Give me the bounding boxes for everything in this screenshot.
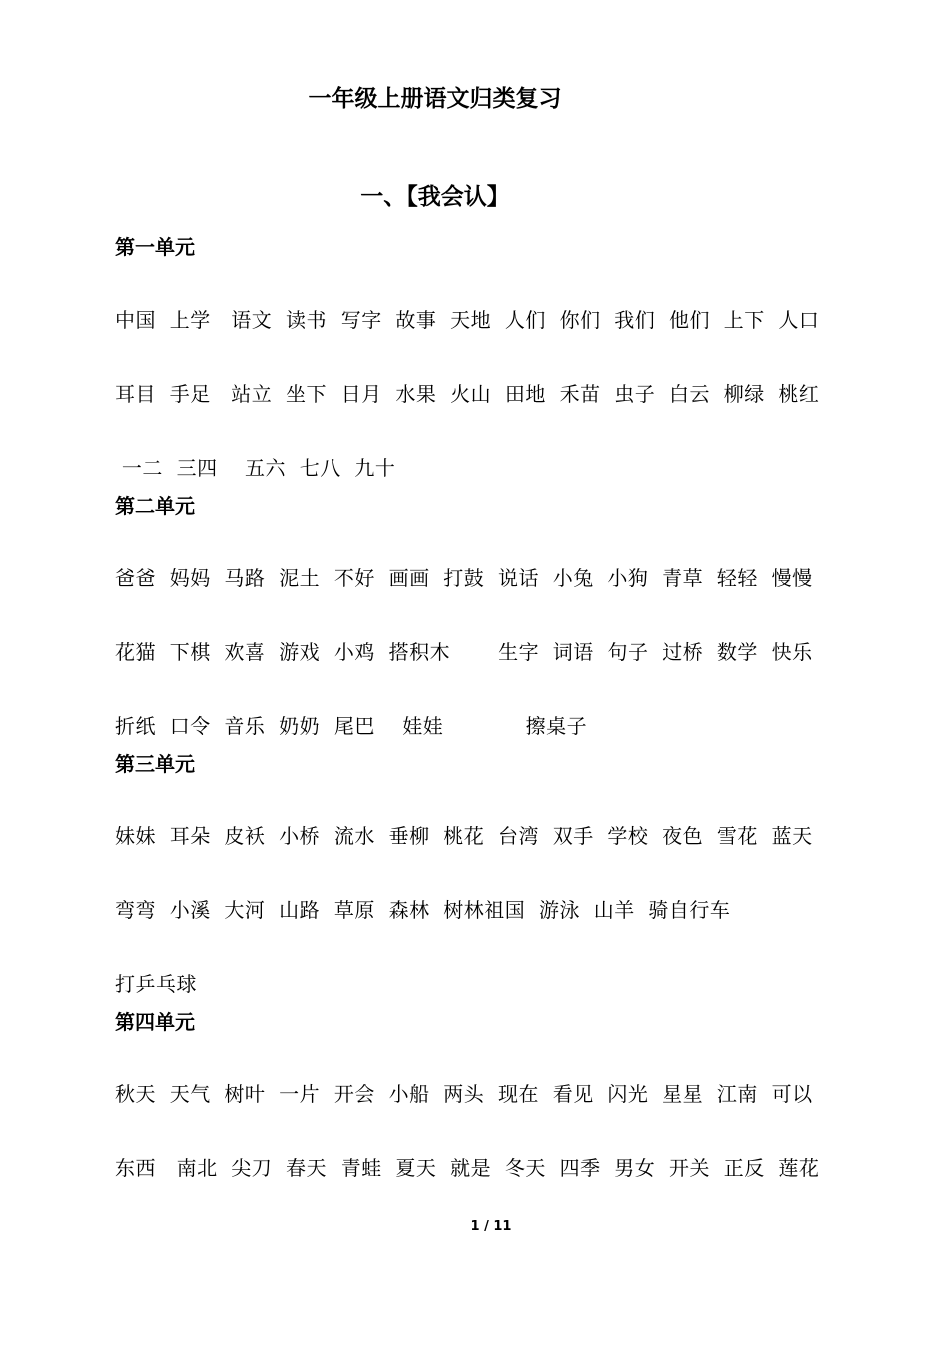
word-line: 一二 三四 五六 七八 九十 (115, 456, 396, 480)
section-title: 一、【我会认】 (360, 184, 510, 210)
word-line: 中国 上学 语文 读书 写字 故事 天地 人们 你们 我们 他们 上下 人口 (115, 308, 820, 332)
word-line: 爸爸 妈妈 马路 泥土 不好 画画 打鼓 说话 小兔 小狗 青草 轻轻 慢慢 (115, 566, 813, 590)
document-title: 一年级上册语文归类复习 (308, 86, 562, 112)
word-line: 秋天 天气 树叶 一片 开会 小船 两头 现在 看见 闪光 星星 江南 可以 (115, 1082, 813, 1106)
word-line: 妹妹 耳朵 皮袄 小桥 流水 垂柳 桃花 台湾 双手 学校 夜色 雪花 蓝天 (115, 824, 813, 848)
word-line: 折纸 口令 音乐 奶奶 尾巴 娃娃 擦桌子 (115, 714, 588, 738)
word-line: 东西 南北 尖刀 春天 青蛙 夏天 就是 冬天 四季 男女 开关 正反 莲花 (115, 1156, 820, 1180)
unit-heading-2: 第二单元 (115, 494, 195, 518)
word-line: 弯弯 小溪 大河 山路 草原 森林 树林祖国 游泳 山羊 骑自行车 (115, 898, 731, 922)
unit-heading-4: 第四单元 (115, 1010, 195, 1034)
page-number: 1 / 11 (470, 1219, 512, 1234)
word-line: 耳目 手足 站立 坐下 日月 水果 火山 田地 禾苗 虫子 白云 柳绿 桃红 (115, 382, 820, 406)
word-line: 花猫 下棋 欢喜 游戏 小鸡 搭积木 生字 词语 句子 过桥 数学 快乐 (115, 640, 813, 664)
unit-heading-1: 第一单元 (115, 235, 195, 259)
word-line: 打乒乓球 (115, 972, 197, 996)
unit-heading-3: 第三单元 (115, 752, 195, 776)
